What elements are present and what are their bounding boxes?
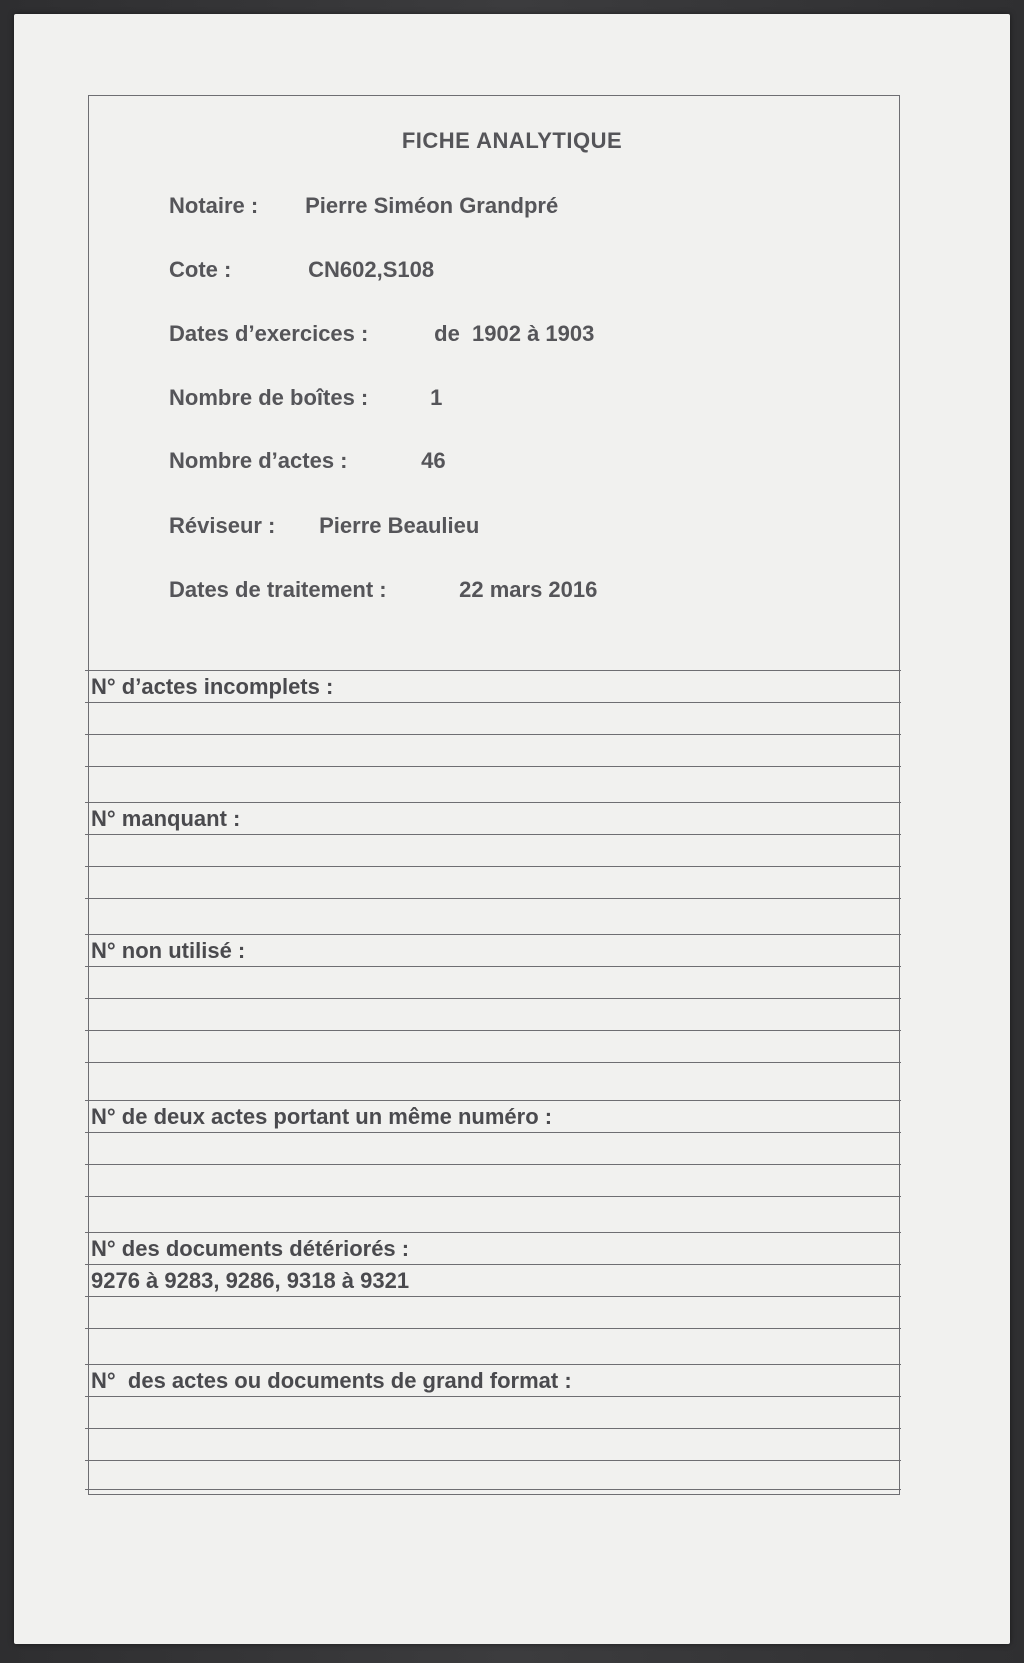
field-nombre-actes <box>169 448 446 474</box>
field-value: 1 <box>430 385 443 410</box>
ruled-line <box>85 1132 901 1164</box>
field-value: 22 mars 2016 <box>459 577 598 602</box>
ruled-line <box>85 998 901 1030</box>
section-heading: N° manquant : <box>85 802 901 834</box>
ruled-line <box>85 866 901 898</box>
section-actes-incomplets <box>85 670 901 798</box>
field-cote <box>169 257 434 283</box>
ruled-line <box>85 1062 901 1094</box>
field-reviseur <box>169 513 479 539</box>
field-dates-exercices <box>169 321 594 347</box>
ruled-line <box>85 1164 901 1196</box>
section-manquant <box>85 802 901 930</box>
section-heading: N° des actes ou documents de grand format : <box>85 1364 901 1396</box>
section-documents-deteriores <box>85 1232 901 1360</box>
field-label: Cote : <box>169 257 232 282</box>
field-value: Pierre Siméon Grandpré <box>305 193 559 218</box>
ruled-line-entry: 9276 à 9283, 9286, 9318 à 9321 <box>85 1264 901 1296</box>
document-title: FICHE ANALYTIQUE <box>401 128 623 153</box>
field-label: Dates de traitement : <box>169 577 387 602</box>
field-notaire <box>169 193 558 219</box>
field-value: 46 <box>421 448 446 473</box>
ruled-line <box>85 702 901 734</box>
field-dates-traitement <box>169 577 597 603</box>
field-value: Pierre Beaulieu <box>319 513 480 538</box>
field-value: CN602,S108 <box>308 257 435 282</box>
section-heading: N° d’actes incomplets : <box>85 670 901 702</box>
field-label: Réviseur : <box>169 513 276 538</box>
ruled-line <box>85 834 901 866</box>
field-label: Nombre de boîtes : <box>169 385 369 410</box>
ruled-line <box>85 966 901 998</box>
section-grand-format <box>85 1364 901 1490</box>
section-heading: N° non utilisé : <box>85 934 901 966</box>
field-value: de 1902 à 1903 <box>434 321 595 346</box>
ruled-line <box>85 898 901 930</box>
field-label: Dates d’exercices : <box>169 321 369 346</box>
field-label: Nombre d’actes : <box>169 448 348 473</box>
field-label: Notaire : <box>169 193 259 218</box>
ruled-line <box>85 1196 901 1228</box>
section-deux-actes-meme-numero <box>85 1100 901 1228</box>
section-heading: N° de deux actes portant un même numéro : <box>85 1100 901 1132</box>
ruled-line <box>85 1460 901 1490</box>
ruled-line <box>85 1396 901 1428</box>
section-heading: N° des documents détériorés : <box>85 1232 901 1264</box>
ruled-line <box>85 1428 901 1460</box>
ruled-line <box>85 1328 901 1360</box>
field-nombre-boites <box>169 385 442 411</box>
ruled-line <box>85 1296 901 1328</box>
ruled-line <box>85 766 901 798</box>
ruled-line <box>85 734 901 766</box>
section-non-utilise <box>85 934 901 1094</box>
ruled-line <box>85 1030 901 1062</box>
